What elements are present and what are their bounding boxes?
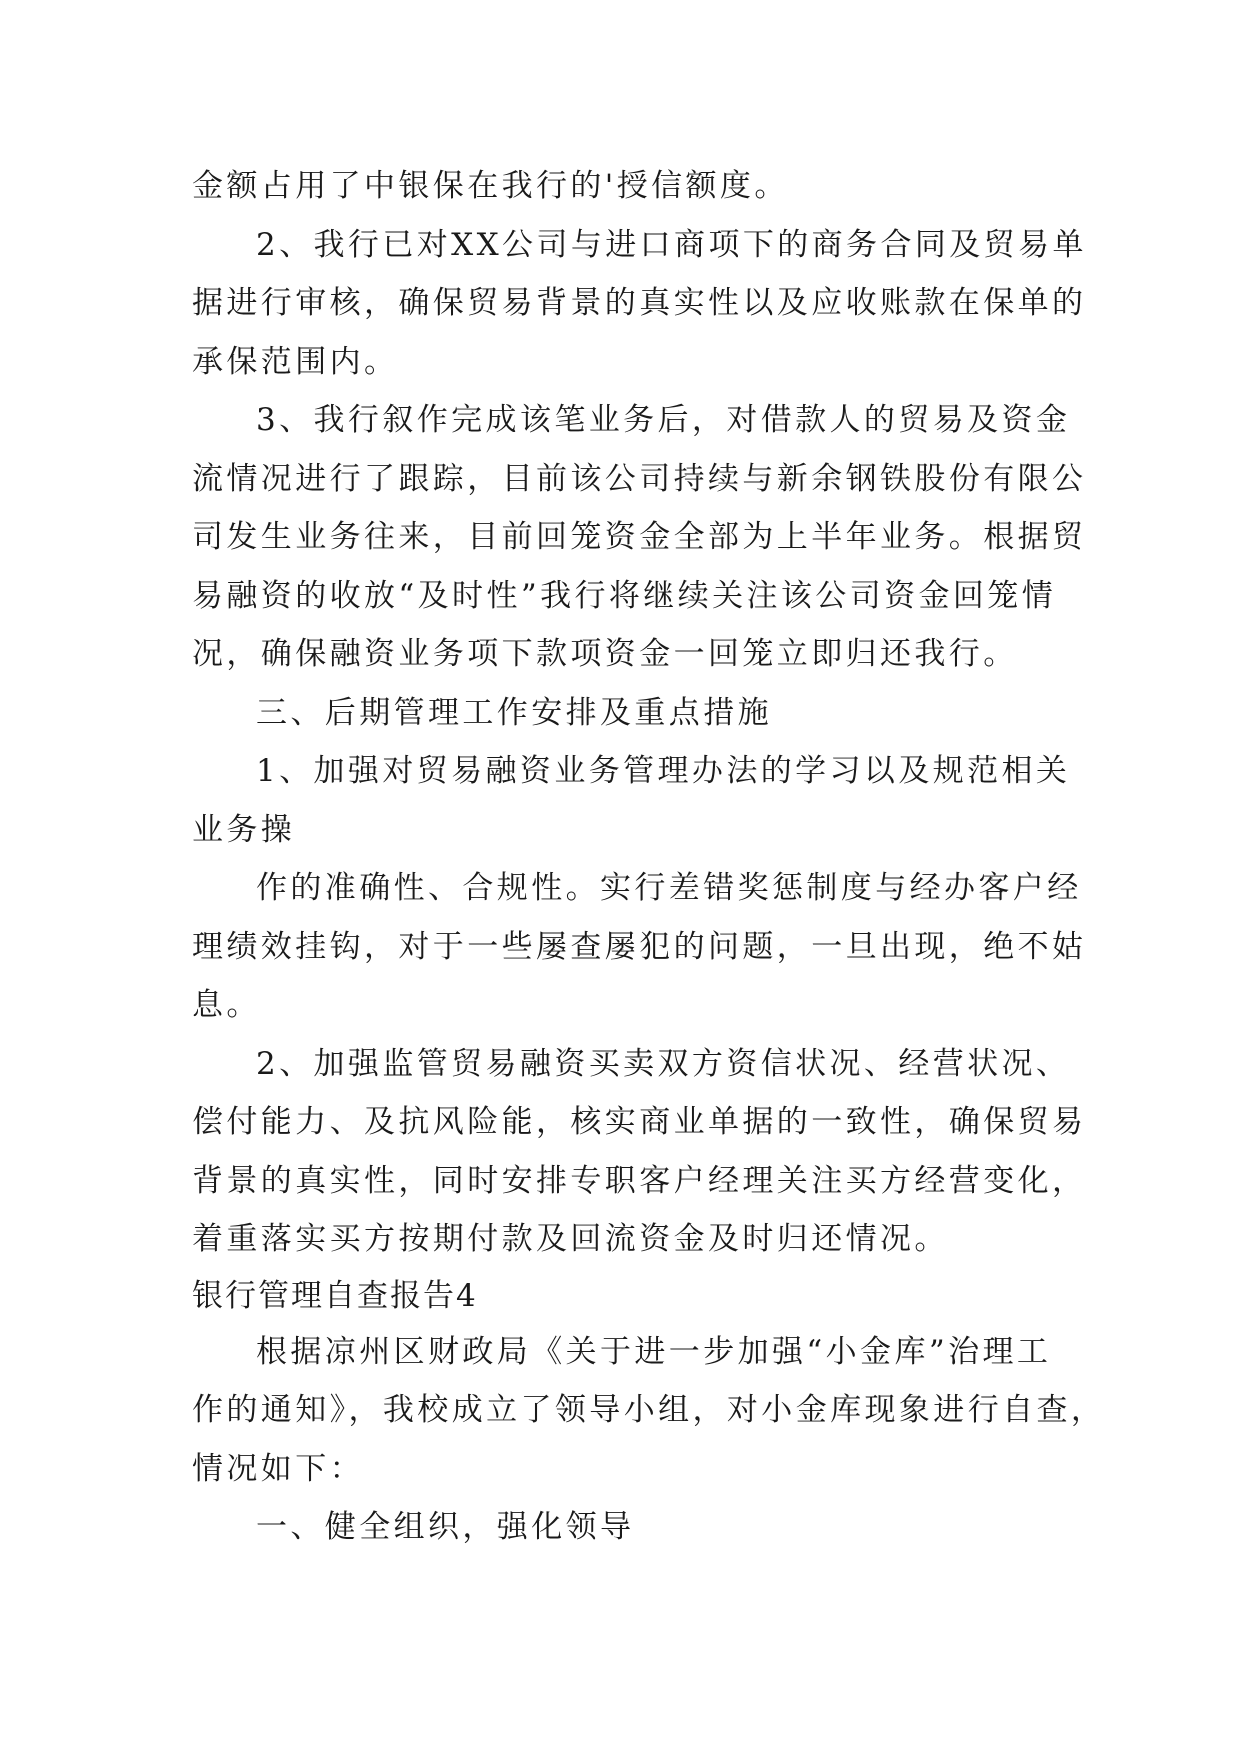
section-heading: 三、后期管理工作安排及重点措施 [256, 694, 772, 731]
text-line: 着重落实买方按期付款及回流资金及时归还情况。 [192, 1221, 949, 1257]
text-line: 承保范围内。 [192, 343, 399, 380]
text-line: 作的准确性、合规性。实行差错奖惩制度与经办客户经 [256, 870, 1082, 906]
text-line: 偿付能力、及抗风险能，核实商业单据的一致性，确保贸易 [192, 1104, 1087, 1140]
text-line: 作的通知》，我校成立了领导小组，对小金库现象进行自查， [192, 1392, 1106, 1428]
text-line: 根据凉州区财政局《关于进一步加强“小金库”治理工 [256, 1333, 1052, 1370]
text-line: 2、我行已对XX公司与进口商项下的商务合同及贸易单 [256, 226, 1087, 263]
text-line: 背景的真实性，同时安排专职客户经理关注买方经营变化， [192, 1162, 1087, 1199]
text-line: 1、加强对贸易融资业务管理办法的学习以及规范相关 [256, 753, 1071, 789]
text-line: 据进行审核，确保贸易背景的真实性以及应收账款在保单的 [192, 285, 1087, 321]
section-heading: 一、健全组织，强化领导 [256, 1509, 635, 1545]
text-line: 金额占用了中银保在我行的'授信额度。 [192, 168, 789, 204]
document-body [192, 157, 1106, 1557]
text-line: 司发生业务往来，目前回笼资金全部为上半年业务。根据贸 [192, 519, 1087, 555]
text-line: 息。 [192, 987, 261, 1023]
text-line: 业务操 [192, 811, 296, 848]
text-line: 流情况进行了跟踪，目前该公司持续与新余钢铁股份有限公 [192, 460, 1087, 497]
text-line: 2、加强监管贸易融资买卖双方资信状况、经营状况、 [256, 1045, 1071, 1082]
report-title: 银行管理自查报告4 [192, 1277, 478, 1314]
text-line: 理绩效挂钩，对于一些屡查屡犯的问题，一旦出现，绝不姑 [192, 928, 1087, 965]
text-line: 况，确保融资业务项下款项资金一回笼立即归还我行。 [192, 636, 1018, 672]
text-line: 情况如下： [192, 1450, 364, 1487]
text-line: 易融资的收放“及时性”我行将继续关注该公司资金回笼情 [192, 577, 1057, 614]
text-line: 3、我行叙作完成该笔业务后，对借款人的贸易及资金 [256, 402, 1071, 438]
